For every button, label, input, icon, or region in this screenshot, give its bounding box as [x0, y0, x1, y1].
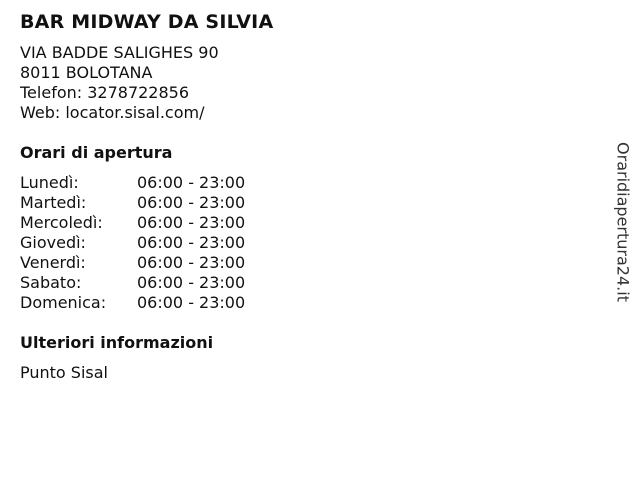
- hours-row: [20, 273, 580, 293]
- day-label: Martedì:: [20, 193, 87, 212]
- time-range: 06:00 - 23:00: [137, 293, 246, 312]
- opening-hours-table: [20, 173, 580, 313]
- phone-number[interactable]: Telefon: 3278722856: [20, 83, 190, 102]
- business-name: BAR MIDWAY DA SILVIA: [20, 11, 274, 33]
- contact-block: [20, 43, 580, 123]
- additional-info-heading: Ulteriori informazioni: [20, 333, 214, 352]
- time-range: 06:00 - 23:00: [137, 253, 246, 272]
- time-range: 06:00 - 23:00: [137, 173, 246, 192]
- day-label: Venerdì:: [20, 253, 86, 272]
- time-range: 06:00 - 23:00: [137, 233, 246, 252]
- time-range: 06:00 - 23:00: [137, 273, 246, 292]
- hours-row: [20, 193, 580, 213]
- day-label: Sabato:: [20, 273, 82, 292]
- additional-info-text: Punto Sisal: [20, 363, 108, 382]
- hours-row: [20, 173, 580, 193]
- day-label: Giovedì:: [20, 233, 86, 252]
- opening-hours-heading: Orari di apertura: [20, 143, 173, 162]
- hours-row: [20, 233, 580, 253]
- street-address: VIA BADDE SALIGHES 90: [20, 43, 219, 62]
- day-label: Mercoledì:: [20, 213, 103, 232]
- day-label: Domenica:: [20, 293, 107, 312]
- business-card: [20, 10, 580, 383]
- day-label: Lunedì:: [20, 173, 79, 192]
- website-link[interactable]: Web: locator.sisal.com/: [20, 103, 205, 122]
- city-postal: 8011 BOLOTANA: [20, 63, 153, 82]
- time-range: 06:00 - 23:00: [137, 213, 246, 232]
- hours-row: [20, 213, 580, 233]
- hours-row: [20, 293, 580, 313]
- time-range: 06:00 - 23:00: [137, 193, 246, 212]
- site-watermark: Oraridiapertura24.it: [613, 142, 633, 302]
- hours-row: [20, 253, 580, 273]
